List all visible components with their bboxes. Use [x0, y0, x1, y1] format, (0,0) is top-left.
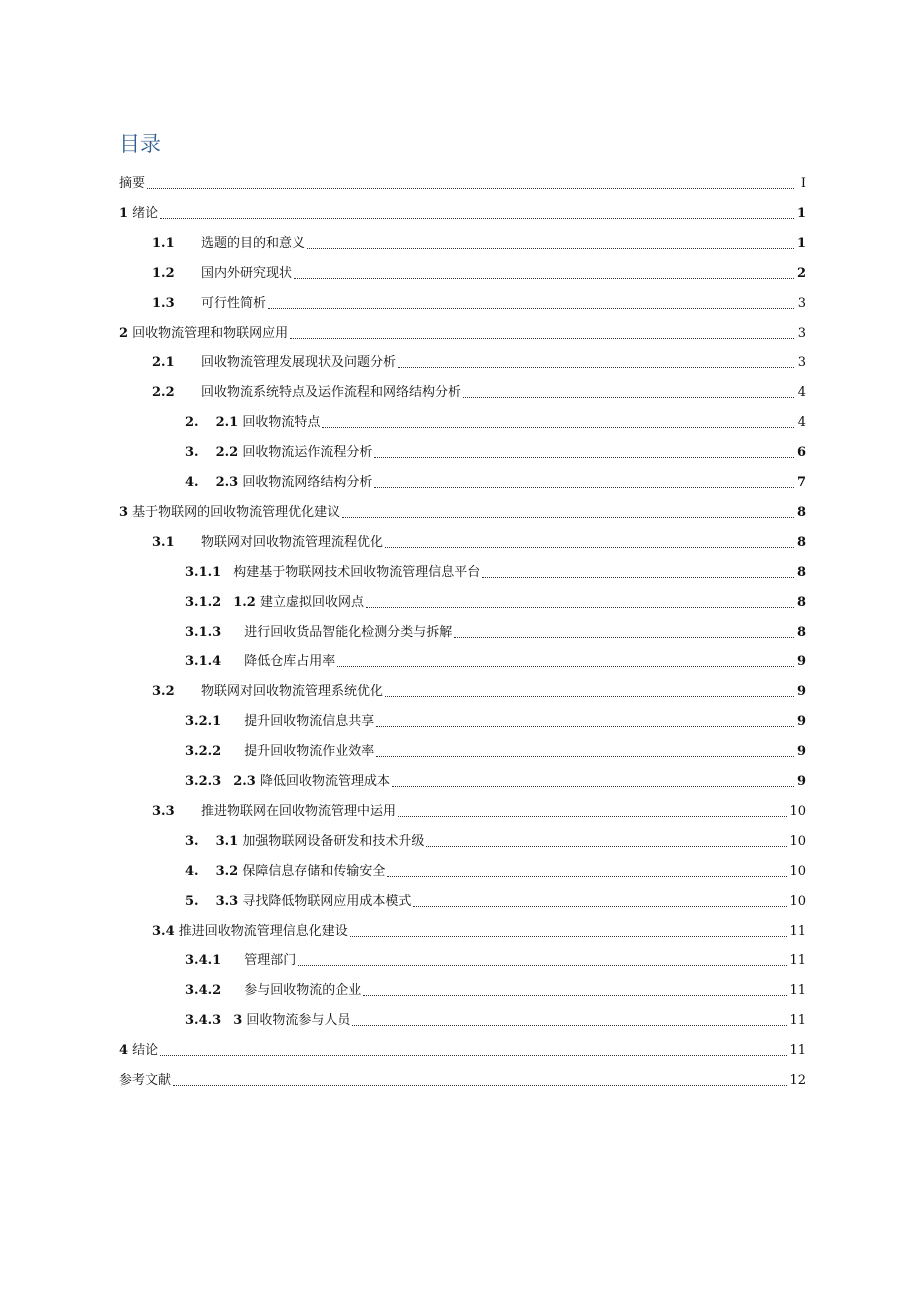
toc-entry-number: 3.3	[152, 803, 175, 819]
toc-leader-dots	[337, 665, 794, 667]
toc-entry[interactable]	[185, 559, 806, 581]
toc-entry-number: 3.2.2	[185, 744, 222, 760]
toc-entry-title: 4 结论	[119, 1043, 159, 1059]
toc-entry[interactable]	[152, 379, 806, 401]
toc-entry-number: 3.1.1	[185, 564, 222, 580]
toc-entry-title: 提升回收物流信息共享	[244, 714, 375, 730]
toc-entry[interactable]	[152, 678, 806, 700]
toc-entry[interactable]	[119, 499, 806, 521]
toc-entry-page-number: 12	[789, 1073, 806, 1088]
toc-entry-page-number: 4	[797, 415, 806, 431]
toc-entry-number: 4.	[185, 475, 199, 490]
toc-entry-title: 3.3 寻找降低物联网应用成本模式	[215, 893, 412, 909]
toc-entry-number: 5.	[185, 893, 199, 909]
toc-entry-title: 参考文献	[119, 1073, 172, 1088]
toc-entry-title: 物联网对回收物流管理流程优化	[201, 534, 384, 550]
toc-entry-title: 2.3 回收物流网络结构分析	[215, 475, 373, 490]
toc-entry[interactable]	[152, 290, 806, 312]
toc-entry-title: 1 绪论	[119, 205, 159, 221]
toc-leader-dots	[173, 1084, 787, 1086]
toc-entry[interactable]	[185, 947, 806, 969]
toc-entry-page-number: 3	[797, 325, 806, 341]
toc-entry-page-number: 9	[796, 714, 806, 730]
toc-entry-title: 3 回收物流参与人员	[233, 1013, 351, 1029]
toc-entry-number: 3.2.3	[185, 774, 222, 789]
toc-heading: 目录	[119, 132, 161, 156]
toc-entry[interactable]	[185, 858, 806, 880]
toc-entry-number: 2.1	[152, 355, 175, 371]
toc-entry-page-number: 11	[789, 983, 806, 999]
toc-entry[interactable]	[119, 1037, 806, 1059]
toc-entry-title: 2.3 降低回收物流管理成本	[233, 774, 390, 789]
toc-leader-dots	[374, 456, 794, 458]
toc-leader-dots	[366, 606, 794, 608]
toc-leader-dots	[290, 337, 794, 339]
toc-leader-dots	[298, 964, 787, 966]
toc-leader-dots	[160, 217, 794, 219]
toc-leader-dots	[147, 187, 794, 189]
toc-entry-page-number: 6	[796, 445, 806, 461]
toc-entry-page-number: 1	[796, 235, 806, 251]
toc-entry-title: 3.4 推进回收物流管理信息化建设	[152, 923, 348, 939]
toc-entry-title: 3 基于物联网的回收物流管理优化建议	[119, 504, 341, 520]
toc-leader-dots	[376, 755, 794, 757]
toc-entry[interactable]	[185, 768, 806, 790]
toc-entry-page-number: 3	[797, 295, 806, 311]
toc-entry-page-number: 2	[796, 265, 806, 281]
toc-leader-dots	[374, 486, 794, 488]
toc-entry-page-number: I	[800, 176, 806, 191]
toc-entry[interactable]	[185, 409, 806, 431]
toc-entry-title: 可行性简析	[201, 295, 267, 311]
toc-leader-dots	[268, 307, 794, 309]
toc-entry[interactable]	[119, 320, 806, 342]
toc-entry-number: 2.	[185, 415, 199, 431]
toc-entry-title: 3.1 加强物联网设备研发和技术升级	[215, 833, 425, 849]
toc-entry-page-number: 9	[796, 774, 806, 789]
toc-entry-number: 3.1.3	[185, 624, 222, 640]
toc-entry-title: 2.2 回收物流运作流程分析	[215, 445, 373, 461]
toc-entry-number: 1.1	[152, 235, 175, 251]
toc-leader-dots	[352, 1024, 787, 1026]
toc-entry[interactable]	[185, 828, 806, 850]
toc-entry-page-number: 7	[796, 475, 806, 490]
toc-entry[interactable]	[185, 977, 806, 999]
toc-entry[interactable]	[152, 529, 806, 551]
toc-leader-dots	[350, 935, 788, 937]
toc-entry[interactable]	[185, 589, 806, 611]
toc-entry-number: 3.1.4	[185, 654, 222, 670]
toc-entry-number: 2.2	[152, 385, 175, 401]
toc-entry-page-number: 10	[789, 863, 806, 879]
toc-entry-page-number: 9	[796, 684, 806, 700]
toc-entry-page-number: 1	[796, 205, 806, 221]
toc-leader-dots	[160, 1054, 787, 1056]
toc-entry-page-number: 9	[796, 654, 806, 670]
toc-entry-title: 物联网对回收物流管理系统优化	[201, 684, 384, 700]
toc-entry[interactable]	[185, 888, 806, 910]
toc-entry[interactable]	[152, 260, 806, 282]
toc-entry-page-number: 3	[797, 355, 806, 371]
toc-entry-number: 3.	[185, 445, 199, 461]
toc-entry[interactable]	[152, 798, 806, 820]
toc-entry-page-number: 10	[789, 893, 806, 909]
toc-entry-number: 3.1.2	[185, 594, 222, 610]
toc-entry-page-number: 8	[796, 534, 806, 550]
toc-entry[interactable]	[152, 349, 806, 371]
toc-entry[interactable]	[152, 918, 806, 940]
toc-entry-page-number: 4	[797, 385, 806, 401]
toc-entry-title: 选题的目的和意义	[201, 235, 306, 251]
toc-entry-title: 国内外研究现状	[201, 265, 293, 281]
toc-leader-dots	[482, 576, 794, 578]
toc-entry-page-number: 11	[789, 1013, 806, 1029]
toc-leader-dots	[426, 845, 787, 847]
toc-leader-dots	[385, 546, 794, 548]
toc-entry-number: 1.3	[152, 295, 175, 311]
toc-leader-dots	[398, 815, 787, 817]
toc-entry-number: 3.4.2	[185, 983, 222, 999]
toc-entry-title: 推进物联网在回收物流管理中运用	[201, 803, 397, 819]
toc-entry-page-number: 8	[796, 564, 806, 580]
toc-entry[interactable]	[152, 230, 806, 252]
toc-entry-page-number: 9	[796, 744, 806, 760]
toc-entry-number: 3.4.3	[185, 1013, 222, 1029]
toc-leader-dots	[463, 396, 794, 398]
toc-entry[interactable]	[185, 619, 806, 641]
toc-entry[interactable]	[185, 738, 806, 760]
toc-entry-title: 3.2 保障信息存储和传输安全	[215, 863, 386, 879]
toc-entry-page-number: 8	[796, 594, 806, 610]
toc-entry-title: 2 回收物流管理和物联网应用	[119, 325, 289, 341]
toc-entry-number: 3.4.1	[185, 953, 222, 969]
toc-entry-title: 回收物流系统特点及运作流程和网络结构分析	[201, 385, 462, 401]
toc-leader-dots	[387, 875, 787, 877]
toc-entry-title: 回收物流管理发展现状及问题分析	[201, 355, 397, 371]
toc-entry-title: 管理部门	[244, 953, 297, 969]
toc-leader-dots	[322, 426, 794, 428]
toc-leader-dots	[376, 725, 794, 727]
toc-entry-title: 进行回收货品智能化检测分类与拆解	[244, 624, 453, 640]
toc-entry-page-number: 10	[789, 803, 806, 819]
toc-leader-dots	[307, 247, 794, 249]
toc-entry-number: 3.2	[152, 684, 175, 700]
toc-leader-dots	[413, 905, 787, 907]
toc-leader-dots	[342, 516, 794, 518]
toc-leader-dots	[363, 994, 787, 996]
toc-entry-title: 2.1 回收物流特点	[215, 415, 321, 431]
toc-entry-title: 1.2 建立虚拟回收网点	[233, 594, 364, 610]
toc-entry-page-number: 11	[789, 923, 806, 939]
toc-leader-dots	[398, 366, 794, 368]
toc-entry-page-number: 11	[789, 953, 806, 969]
toc-entry[interactable]	[119, 170, 806, 192]
toc-entry-number: 1.2	[152, 265, 175, 281]
toc-entry-page-number: 11	[789, 1043, 806, 1059]
toc-entry-title: 参与回收物流的企业	[244, 983, 362, 999]
toc-entry[interactable]	[185, 439, 806, 461]
toc-entry-number: 4.	[185, 863, 199, 879]
toc-leader-dots	[454, 636, 794, 638]
toc-entry-title: 构建基于物联网技术回收物流管理信息平台	[233, 564, 481, 580]
toc-entry[interactable]	[185, 1007, 806, 1029]
toc-entry[interactable]	[185, 648, 806, 670]
toc-entry-title: 降低仓库占用率	[244, 654, 336, 670]
toc-entry-page-number: 8	[796, 624, 806, 640]
toc-entry[interactable]	[185, 469, 806, 491]
toc-entry-title: 提升回收物流作业效率	[244, 744, 375, 760]
toc-leader-dots	[385, 695, 794, 697]
toc-entry-number: 3.	[185, 833, 199, 849]
toc-entry-title: 摘要	[119, 176, 146, 191]
toc-leader-dots	[294, 277, 794, 279]
toc-entry[interactable]	[119, 200, 806, 222]
toc-entry[interactable]	[119, 1067, 806, 1089]
toc-entry-page-number: 8	[796, 504, 806, 520]
toc-entry-number: 3.2.1	[185, 714, 222, 730]
toc-entry-number: 3.1	[152, 534, 175, 550]
toc-leader-dots	[392, 785, 794, 787]
toc-entry[interactable]	[185, 708, 806, 730]
toc-entry-page-number: 10	[789, 833, 806, 849]
